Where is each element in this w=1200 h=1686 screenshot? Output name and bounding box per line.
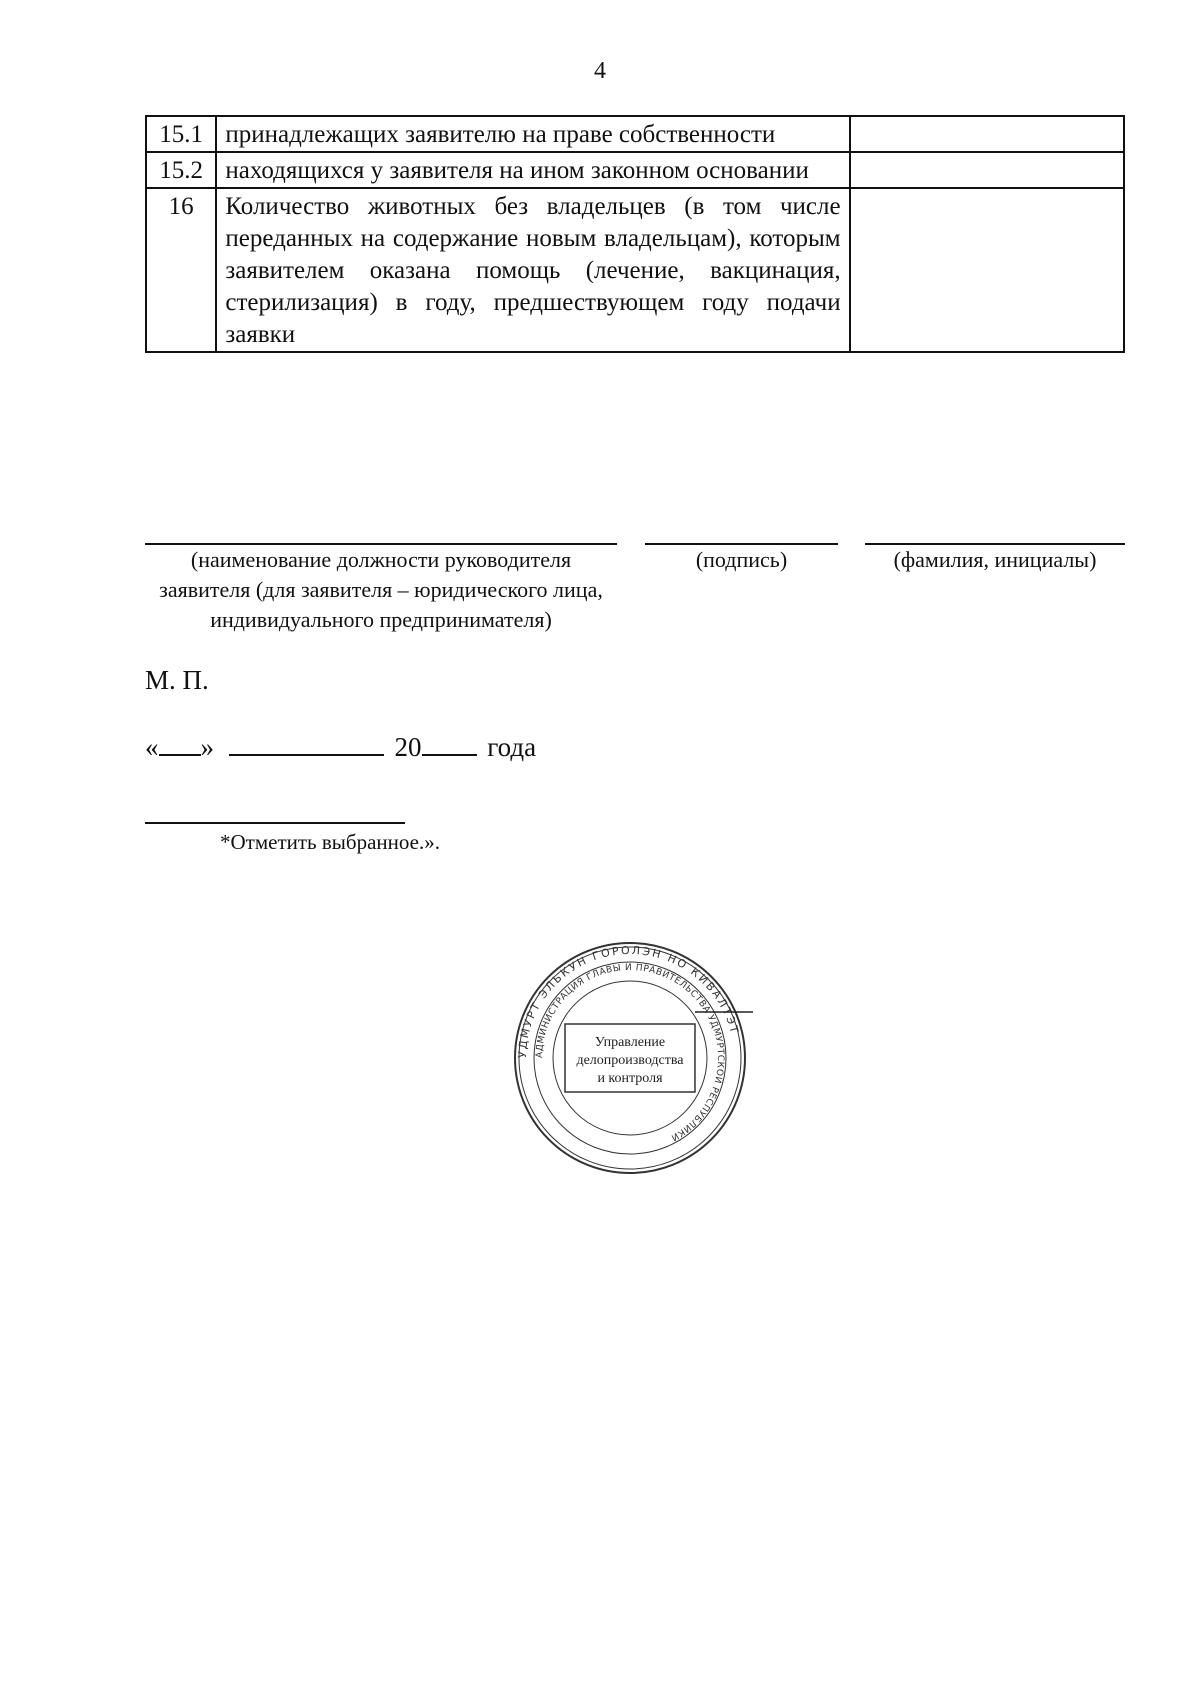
row-text: Количество животных без владельцев (в том числе переданных на содержание новым владельцам), которым заявителем оказана помощь (лечение, вакцинация, стерилизация) в году, предшествующем году подачи заявки [216, 188, 849, 352]
date-century: 20 [394, 732, 422, 762]
footnote-rule [145, 822, 405, 824]
date-open-quote: « [145, 732, 159, 762]
row-value-cell[interactable] [850, 188, 1124, 352]
page-number: 4 [594, 58, 606, 84]
row-number: 15.2 [146, 152, 216, 188]
seal-outer-text: УДМУРТ ЭЛЬКУН ГОРОЛЭН НО КИВАЛТЭТ [515, 943, 742, 1059]
name-caption: (фамилия, инициалы) [893, 547, 1097, 572]
position-caption: (наименование должности руководителя заявителя (для заявителя – юридического лица, индивидуального предпринимателя) [159, 547, 603, 632]
day-blank[interactable] [159, 730, 201, 756]
date-line [145, 730, 536, 763]
table-row [146, 188, 1124, 352]
row-text: находящихся у заявителя на ином законном основании [216, 152, 849, 188]
row-number: 15.1 [146, 116, 216, 152]
date-year-word: года [487, 732, 537, 762]
year-blank[interactable] [422, 730, 477, 756]
table-row [146, 152, 1124, 188]
form-table [145, 115, 1125, 353]
row-value-cell[interactable] [850, 116, 1124, 152]
date-close-quote: » [200, 732, 214, 762]
seal-center-line2: делопроизводства [576, 1053, 684, 1068]
seal-center-line3: и контроля [597, 1071, 663, 1086]
row-value-cell[interactable] [850, 152, 1124, 188]
seal-center-line1: Управление [594, 1035, 666, 1050]
seal-inner-text: АДМИНИСТРАЦИЯ ГЛАВЫ И ПРАВИТЕЛЬСТВА УДМУРТСКОЙ РЕСПУБЛИКИ [534, 962, 726, 1143]
row-number: 16 [146, 188, 216, 352]
month-blank[interactable] [229, 730, 384, 756]
seal-place-label: М. П. [145, 665, 209, 695]
footnote: *Отметить выбранное.». [220, 830, 440, 854]
official-seal-stamp [505, 938, 755, 1178]
signature-caption: (подпись) [695, 547, 788, 572]
row-text: принадлежащих заявителю на праве собственности [216, 116, 849, 152]
table-row [146, 116, 1124, 152]
